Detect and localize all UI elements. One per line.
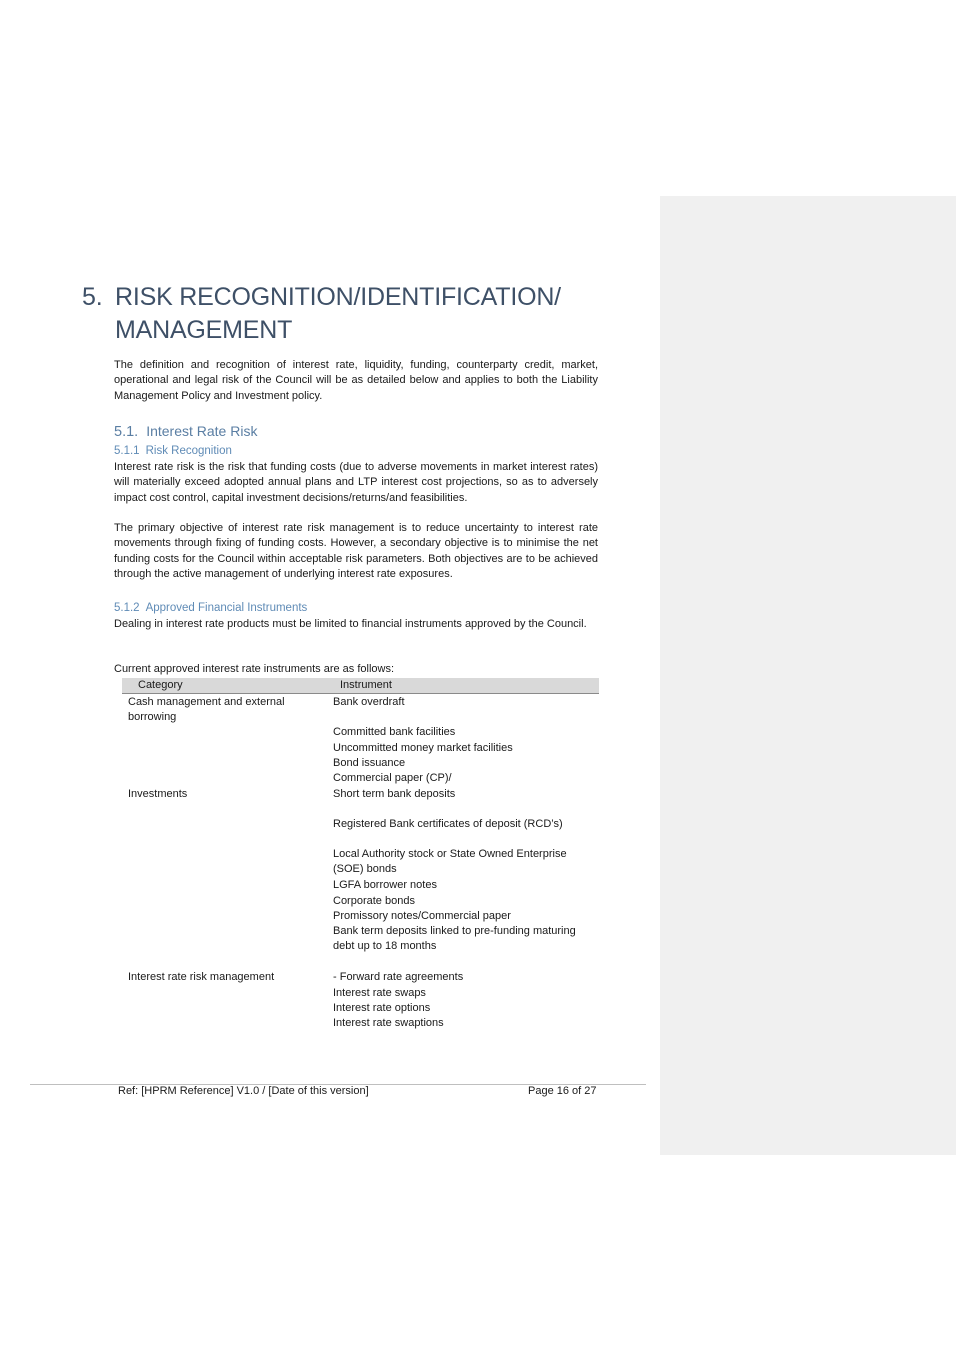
instrument-fra: - Forward rate agreements [333,971,464,983]
instrument-swaps: Interest rate swaps [333,987,426,999]
risk-recognition-title: Risk Recognition [145,445,232,457]
footer-page-number: Page 16 of 27 [528,1085,597,1097]
instrument-bank-term: Bank term deposits linked to pre-funding maturing debt up to 18 months [333,925,576,953]
risk-recognition-para1: Interest rate risk is the risk that funding costs (due to adverse movements in market interest rates) will materially exceed adopted annual plans and LTP interest cost projections, so as to adversely impact cost control, capital investment decisions/returns/and feasibilities. [114,461,598,504]
subsection-heading [114,423,257,440]
instrument-options: Interest rate options [333,1002,431,1014]
instrument-swaptions: Interest rate swaptions [333,1017,444,1029]
risk-recognition-number: 5.1.1 [114,445,140,457]
footer-reference: Ref: [HPRM Reference] V1.0 / [Date of this version] [118,1085,369,1097]
approved-instruments-number: 5.1.2 [114,602,140,614]
intro-paragraph: The definition and recognition of interest rate, liquidity, funding, counterparty credit, market, operational and legal risk of the Council will be as detailed below and applies to both the Liability Management Policy and Investment policy. [114,359,598,402]
instrument-short-term: Short term bank deposits [333,788,456,800]
category-cash: Cash management and external borrowing [128,696,285,724]
risk-recognition-para2: The primary objective of interest rate risk management is to reduce uncertainty to interest rate movements through fixing of funding costs. However, a secondary objective is to minimise the net funding costs for the Council within acceptable risk parameters. Both objectives are to be achieved through the active management of underlying interest rate exposures. [114,522,598,580]
subsection-number: 5.1. [114,424,139,440]
subsection-title: Interest Rate Risk [146,423,258,439]
approved-instruments-para: Dealing in interest rate products must be limited to financial instruments approved by the Council. [114,618,587,630]
instrument-registered: Registered Bank certificates of deposit (RCD’s) [333,818,563,830]
section-title-line2: MANAGEMENT [115,316,293,344]
comment-pane [660,196,956,1155]
instrument-committed: Committed bank facilities [333,726,456,738]
section-number: 5. [82,283,103,311]
instrument-corporate: Corporate bonds [333,895,415,907]
section-title [115,281,595,347]
category-interest-rate: Interest rate risk management [128,971,275,983]
header-instrument: Instrument [340,679,392,691]
table-intro: Current approved interest rate instruments are as follows: [114,663,395,675]
approved-instruments-title: Approved Financial Instruments [145,602,308,614]
approved-instruments-heading [114,602,307,614]
risk-recognition-heading [114,445,232,457]
instrument-promissory: Promissory notes/Commercial paper [333,910,511,922]
instrument-local-authority: Local Authority stock or State Owned Enterprise (SOE) bonds [333,848,567,876]
section-title-line1: RISK RECOGNITION/IDENTIFICATION/ [115,283,561,311]
instrument-bank-overdraft: Bank overdraft [333,696,405,708]
category-investments: Investments [128,788,188,800]
instrument-commercial-paper: Commercial paper (CP)/ [333,772,452,784]
instrument-lgfa: LGFA borrower notes [333,879,437,891]
table-header [122,678,599,694]
instrument-bond-issuance: Bond issuance [333,757,406,769]
header-category: Category [138,679,183,691]
instrument-uncommitted: Uncommitted money market facilities [333,742,513,754]
